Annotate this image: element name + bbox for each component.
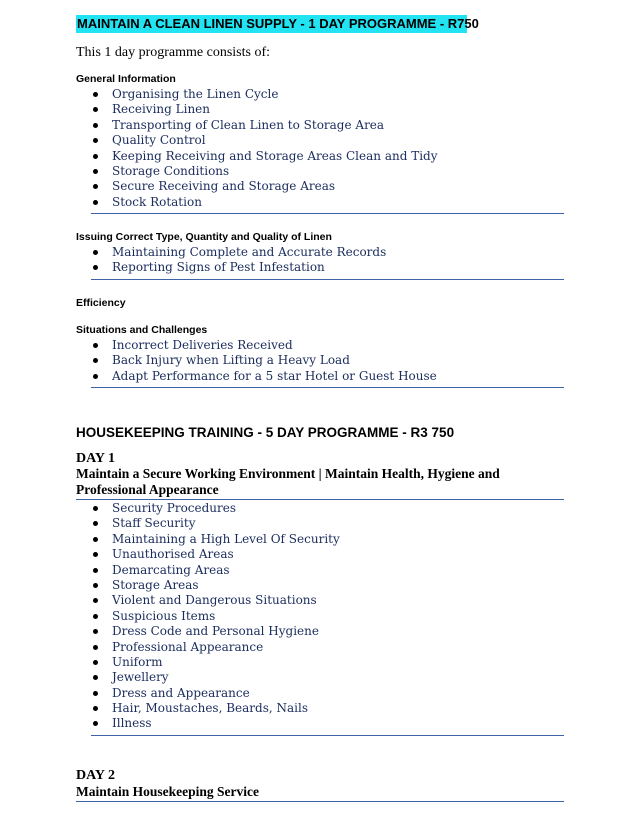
list-item: Storage Areas <box>92 578 340 593</box>
list-item: Stock Rotation <box>92 195 438 210</box>
linen-programme-title: MAINTAIN A CLEAN LINEN SUPPLY - 1 DAY PROGRAMME - R750 <box>77 16 479 31</box>
situations-challenges-list <box>92 338 437 384</box>
list-item: Back Injury when Lifting a Heavy Load <box>92 353 437 368</box>
section-divider <box>91 213 564 214</box>
list-item: Hair, Moustaches, Beards, Nails <box>92 701 340 716</box>
section-divider <box>91 387 564 388</box>
list-item: Maintaining Complete and Accurate Records <box>92 245 386 260</box>
list-item: Maintaining a High Level Of Security <box>92 532 340 547</box>
list-item: Violent and Dangerous Situations <box>92 593 340 608</box>
list-item: Unauthorised Areas <box>92 547 340 562</box>
section-label-situations-challenges: Situations and Challenges <box>76 324 208 336</box>
list-item: Demarcating Areas <box>92 563 340 578</box>
list-item: Uniform <box>92 655 340 670</box>
section-label-general-information: General Information <box>76 73 176 85</box>
section-label-efficiency: Efficiency <box>76 297 126 309</box>
housekeeping-programme-title: HOUSEKEEPING TRAINING - 5 DAY PROGRAMME - R3 750 <box>76 425 455 440</box>
day-1-heading: Maintain a Secure Working Environment | Maintain Health, Hygiene and Professional Appearance <box>76 466 500 497</box>
list-item: Suspicious Items <box>92 609 340 624</box>
list-item: Professional Appearance <box>92 640 340 655</box>
list-item: Jewellery <box>92 670 340 685</box>
list-item: Organising the Linen Cycle <box>92 87 438 102</box>
list-item: Reporting Signs of Pest Infestation <box>92 260 386 275</box>
list-item: Receiving Linen <box>92 102 438 117</box>
section-divider <box>91 735 564 736</box>
linen-intro-text: This 1 day programme consists of: <box>76 45 271 60</box>
section-divider <box>76 499 564 500</box>
section-label-issuing-linen: Issuing Correct Type, Quantity and Quality of Linen <box>76 231 332 243</box>
general-information-list <box>92 87 438 210</box>
list-item: Staff Security <box>92 516 340 531</box>
day-1-topic-list <box>92 501 340 732</box>
list-item: Adapt Performance for a 5 star Hotel or Guest House <box>92 369 437 384</box>
day-2-heading: Maintain Housekeeping Service <box>76 784 259 799</box>
list-item: Quality Control <box>92 133 438 148</box>
list-item: Incorrect Deliveries Received <box>92 338 437 353</box>
section-divider <box>76 801 564 802</box>
day-1-label: DAY 1 <box>76 451 116 466</box>
list-item: Dress Code and Personal Hygiene <box>92 624 340 639</box>
list-item: Dress and Appearance <box>92 686 340 701</box>
list-item: Secure Receiving and Storage Areas <box>92 179 438 194</box>
list-item: Transporting of Clean Linen to Storage Area <box>92 118 438 133</box>
day-2-label: DAY 2 <box>76 768 116 783</box>
list-item: Keeping Receiving and Storage Areas Clean and Tidy <box>92 149 438 164</box>
list-item: Storage Conditions <box>92 164 438 179</box>
issuing-linen-list <box>92 245 386 276</box>
list-item: Security Procedures <box>92 501 340 516</box>
section-divider <box>91 279 564 280</box>
list-item: Illness <box>92 716 340 731</box>
